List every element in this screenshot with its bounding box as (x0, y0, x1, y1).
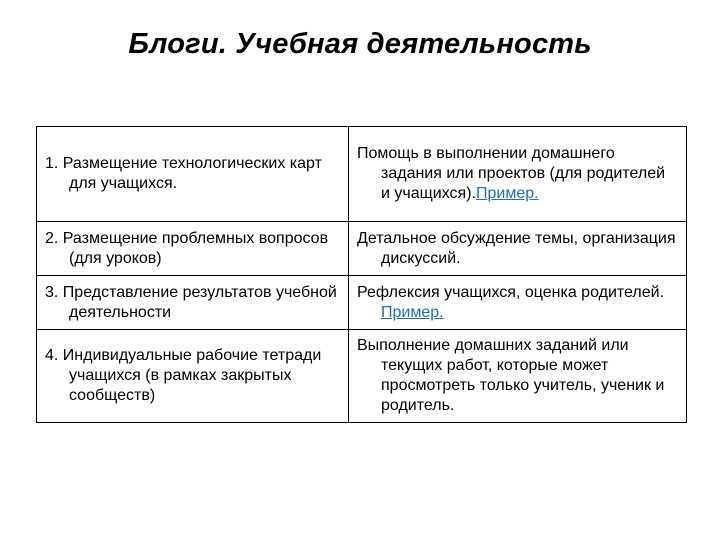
table-cell-left (37, 127, 349, 222)
table-row (37, 222, 687, 276)
cell-text: 3. Представление результатов учебной деятельности (45, 283, 337, 321)
table-row (37, 330, 687, 423)
cell-text: 4. Индивидуальные рабочие тетради учащихся (в рамках закрытых сообществ) (45, 347, 322, 404)
table-row (37, 276, 687, 330)
cell-text: Выполнение домашних заданий или текущих работ, которые может просмотреть только учитель, ученик и родитель. (357, 337, 665, 414)
table-cell-right (349, 222, 687, 276)
cell-text (357, 144, 678, 204)
example-link[interactable]: Пример. (475, 185, 539, 202)
example-link[interactable]: Пример. (381, 303, 444, 321)
cell-text: 2. Размещение проблемных вопросов (для уроков) (45, 229, 329, 267)
cell-text (357, 283, 678, 323)
cell-text: Детальное обсуждение темы, организация дискуссий. (357, 229, 676, 267)
cell-text-main: Рефлексия учащихся, оценка родителей. (357, 283, 665, 301)
table-row (37, 127, 687, 222)
cell-text-main: Помощь в выполнении домашнего задания или проектов (для родителей и учащихся). (357, 145, 666, 202)
table-cell-left (37, 222, 349, 276)
table-cell-right (349, 276, 687, 330)
table-cell-right (349, 127, 687, 222)
table-cell-left (37, 330, 349, 423)
content-table (36, 126, 687, 423)
table-cell-left (37, 276, 349, 330)
table-cell-right (349, 330, 687, 423)
cell-text: 1. Размещение технологических карт для учащихся. (45, 155, 322, 192)
page-title: Блоги. Учебная деятельность (128, 28, 592, 60)
